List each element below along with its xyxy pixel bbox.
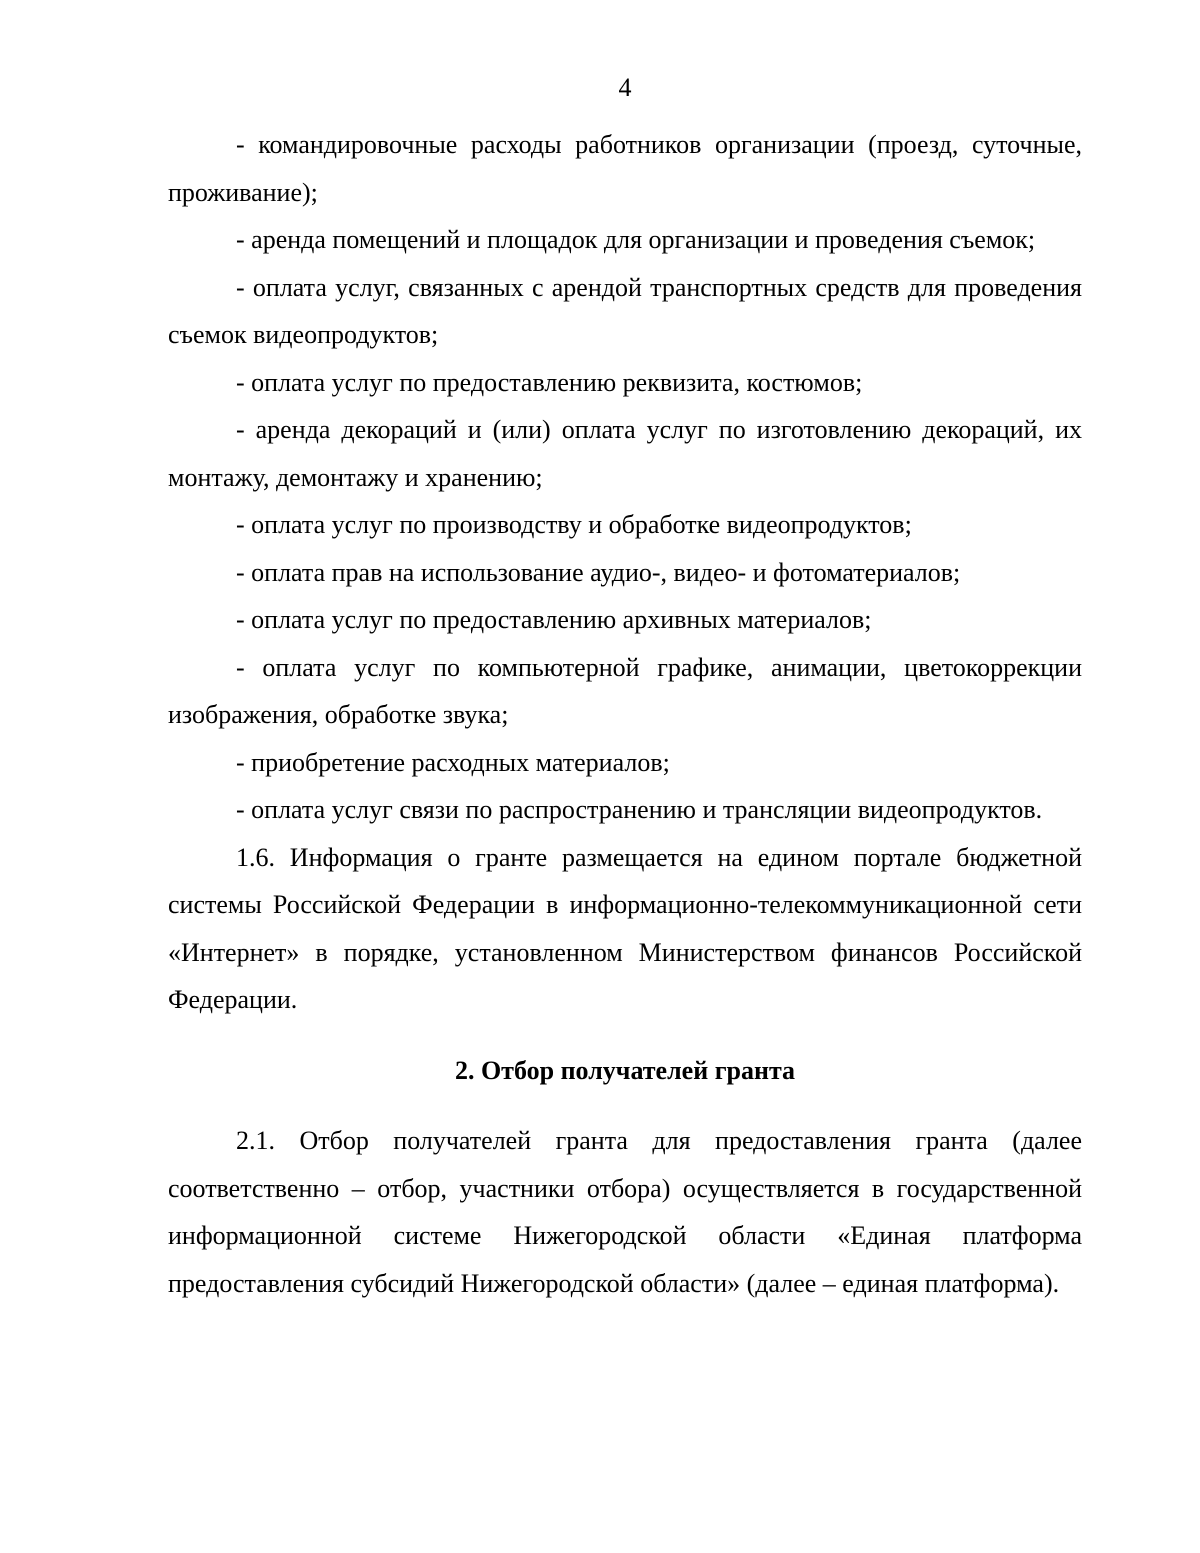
- paragraph-business-travel: - командировочные расходы работников организации (проезд, суточные, проживание);: [168, 130, 1082, 207]
- page-number: 4: [618, 73, 632, 102]
- paragraph-computer-graphics: - оплата услуг по компьютерной графике, анимации, цветокоррекции изображения, обработке звука;: [168, 652, 1082, 729]
- paragraph-props-costumes: - оплата услуг по предоставлению реквизита, костюмов;: [236, 367, 863, 397]
- paragraph-media-rights: - оплата прав на использование аудио-, видео- и фотоматериалов;: [236, 557, 961, 587]
- section-heading: 2. Отбор получателей гранта: [454, 1055, 796, 1085]
- document-body: [168, 121, 1082, 1307]
- paragraph-archive-materials: - оплата услуг по предоставлению архивных материалов;: [236, 605, 872, 634]
- paragraph-video-production: - оплата услуг по производству и обработке видеопродуктов;: [236, 510, 912, 539]
- paragraph-vehicle-rental: - оплата услуг, связанных с арендой транспортных средств для проведения съемок видеопродуктов;: [168, 272, 1082, 349]
- paragraph-2-1-selection: 2.1. Отбор получателей гранта для предоставления гранта (далее соответственно – отбор, участники отбора) осуществляется в государственной информационной системе Нижегородской области «Единая платформа предоставления субсидий Нижегородской области» (далее – единая платформа).: [168, 1126, 1082, 1298]
- paragraph-broadcast-services: - оплата услуг связи по распространению и трансляции видеопродуктов.: [236, 795, 1043, 824]
- paragraph-1-6-grant-info: 1.6. Информация о гранте размещается на едином портале бюджетной системы Российской Федерации в информационно-телекоммуникационной сети «Интернет» в порядке, установленном Министерством финансов Российской Федерации.: [168, 842, 1082, 1014]
- paragraph-scenery: - аренда декораций и (или) оплата услуг по изготовлению декораций, их монтажу, демонтажу и хранению;: [168, 415, 1082, 492]
- paragraph-premises-rental: - аренда помещений и площадок для организации и проведения съемок;: [236, 225, 1036, 254]
- paragraph-consumables: - приобретение расходных материалов;: [236, 747, 670, 777]
